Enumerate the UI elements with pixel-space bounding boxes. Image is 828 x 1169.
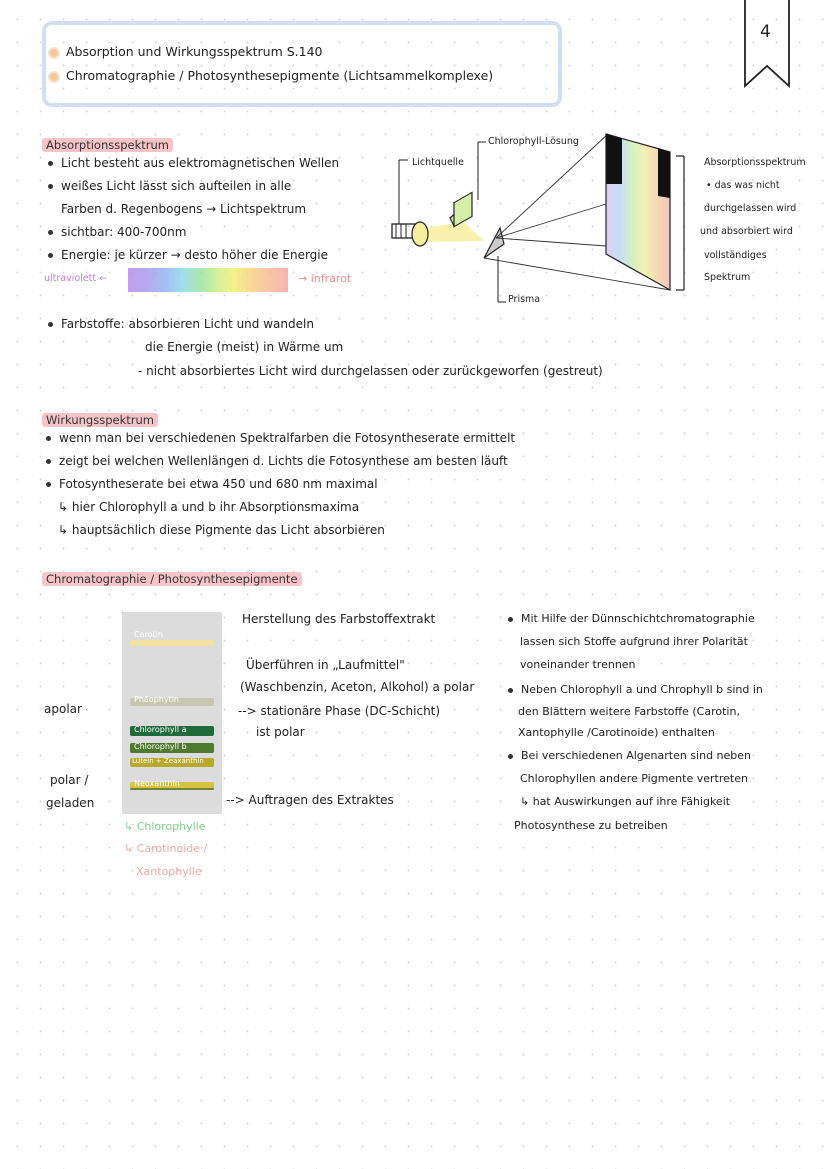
middle-note: --> Auftragen des Extraktes (226, 793, 394, 807)
right-note: Bei verschiedenen Algenarten sind neben (508, 749, 751, 762)
bullet-icon (48, 47, 60, 59)
band-label: Carotin (134, 630, 163, 639)
absorption-line: Farben d. Regenbogens → Lichtspektrum (61, 202, 307, 216)
side-label-polar: polar / (50, 773, 89, 787)
diagram-note: durchgelassen wird (704, 203, 797, 214)
action-line: wenn man bei verschiedenen Spektralfarben die Fotosyntheserate ermittelt (46, 431, 515, 445)
ultraviolet-label: ultraviolett ← (44, 273, 108, 284)
absorption-heading: Absorptionsspektrum (42, 134, 173, 153)
right-note: Neben Chlorophyll a und Chrophyll b sind in (508, 683, 763, 696)
page-number: 4 (760, 22, 771, 42)
legend-chlorophylle: ↳ Chlorophylle (124, 820, 206, 833)
diagram-note: und absorbiert wird (700, 226, 793, 237)
absorption-line: sichtbar: 400-700nm (48, 225, 186, 239)
right-note: ↳ hat Auswirkungen auf ihre Fähigkeit (520, 795, 731, 808)
prism-label: Prisma (508, 294, 541, 305)
absorption-line: Energie: je kürzer → desto höher die Energie (48, 248, 328, 262)
legend-xantophylle: Xantophylle (136, 865, 202, 878)
right-note: lassen sich Stoffe aufgrund ihrer Polarität (520, 635, 748, 648)
band-label: Phäophytin (134, 695, 180, 704)
absorption-line: Licht besteht aus elektromagnetischen Wellen (48, 156, 339, 170)
action-subline: ↳ hauptsächlich diese Pigmente das Licht absorbieren (58, 523, 385, 537)
band-label: Chlorophyll a (134, 725, 187, 734)
middle-note: Überführen in „Laufmittel" (246, 658, 405, 672)
action-line: Fotosyntheserate bei etwa 450 und 680 nm maximal (46, 477, 378, 491)
chromatography-heading: Chromatographie / Photosynthesepigmente (42, 568, 302, 587)
middle-note: (Waschbenzin, Aceton, Alkohol) a polar (240, 680, 475, 694)
header-item-1: Absorption und Wirkungsspektrum S.140 (48, 44, 323, 59)
dyes-line: - nicht absorbiertes Licht wird durchgelassen oder zurückgeworfen (gestreut) (138, 364, 603, 378)
side-label-charged: geladen (46, 796, 95, 810)
right-note: Photosynthese zu betreiben (514, 819, 668, 832)
header-item-2: Chromatographie / Photosynthesepigmente (Lichtsammelkomplexe) (48, 68, 493, 83)
absorption-line: weißes Licht lässt sich aufteilen in alle (48, 179, 291, 193)
legend-carotinoide: ↳ Carotinoide / (124, 842, 208, 855)
dyes-line: Farbstoffe: absorbieren Licht und wandeln (48, 317, 314, 331)
bullet-icon (48, 71, 60, 83)
action-heading: Wirkungsspektrum (42, 409, 158, 428)
diagram-note: vollständiges (704, 250, 767, 261)
right-note: Xantophylle /Carotinoide) enthalten (518, 726, 715, 739)
light-source-label: Lichtquelle (412, 157, 464, 168)
middle-note: ist polar (256, 725, 305, 739)
page-bookmark (744, 0, 790, 88)
action-subline: ↳ hier Chlorophyll a und b ihr Absorptionsmaxima (58, 500, 360, 514)
diagram-note: Absorptionsspektrum (704, 157, 806, 168)
right-note: voneinander trennen (520, 658, 636, 671)
middle-note: --> stationäre Phase (DC-Schicht) (238, 704, 441, 718)
band-label: Chlorophyll b (134, 742, 187, 751)
absorption-diagram (386, 126, 696, 312)
dyes-line: die Energie (meist) in Wärme um (145, 340, 344, 354)
start-line (130, 788, 214, 790)
spectrum-bar (128, 268, 288, 292)
right-note: den Blättern weitere Farbstoffe (Carotin, (518, 705, 740, 718)
band-label: Neoxanthin (134, 779, 180, 788)
action-line: zeigt bei welchen Wellenlängen d. Lichts die Fotosynthese am besten läuft (46, 454, 508, 468)
diagram-note: Spektrum (704, 272, 751, 283)
side-label-apolar: apolar (44, 702, 82, 716)
band-carotin (130, 640, 214, 646)
header-box (42, 21, 562, 107)
middle-note: Herstellung des Farbstoffextrakt (242, 612, 436, 626)
band-label: Lutein + Zeaxanthin (132, 757, 204, 765)
right-note: Chlorophyllen andere Pigmente vertreten (520, 772, 748, 785)
diagram-note: • das was nicht (706, 180, 780, 191)
right-note: Mit Hilfe der Dünnschichtchromatographie (508, 612, 755, 625)
solution-label: Chlorophyll-Lösung (488, 136, 579, 147)
infrared-label: → infrarot (298, 272, 352, 285)
